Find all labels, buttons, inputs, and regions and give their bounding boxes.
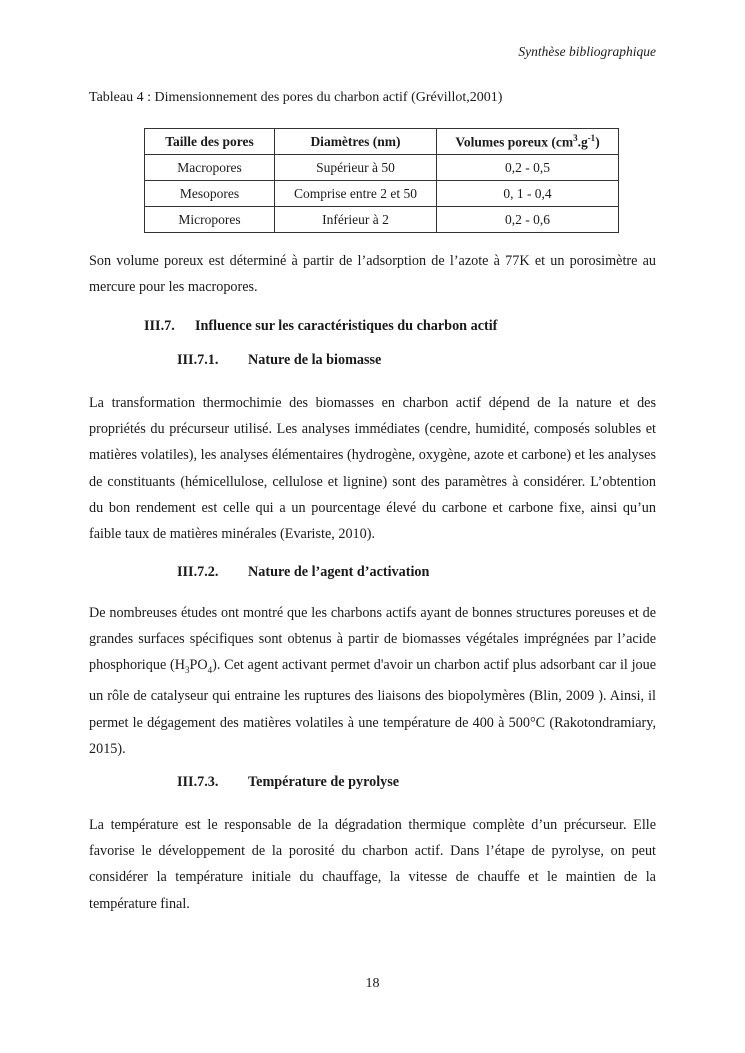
header-diameters: Diamètres (nm) xyxy=(275,129,437,155)
cell-volume: 0,2 - 0,6 xyxy=(437,207,619,233)
pore-size-table xyxy=(144,128,619,233)
running-header: Synthèse bibliographique xyxy=(518,44,656,59)
cell-pore-type: Mesopores xyxy=(145,181,275,207)
heading-number: III.7.3. xyxy=(177,774,219,790)
heading-III-7-3 xyxy=(177,774,399,791)
heading-number: III.7.1. xyxy=(177,352,219,368)
heading-title: Nature de la biomasse xyxy=(248,352,382,368)
heading-number: III.7.2. xyxy=(177,564,219,580)
cell-volume: 0,2 - 0,5 xyxy=(437,155,619,181)
table-caption: Tableau 4 : Dimensionnement des pores du charbon actif (Grévillot,2001) xyxy=(89,90,503,105)
table-row xyxy=(145,181,619,207)
table-header-row xyxy=(145,129,619,155)
cell-pore-type: Macropores xyxy=(145,155,275,181)
cell-pore-type: Micropores xyxy=(145,207,275,233)
header-pore-volume: Volumes poreux $(cm^3.g^{-1})$ xyxy=(437,129,619,155)
paragraph-pore-volume: Son volume poreux est déterminé à partir de l’adsorption de l’azote à 77K et un porosimètre au mercure pour les macropores. xyxy=(89,253,656,296)
table-row xyxy=(145,207,619,233)
paragraph-activation-agent: De nombreuses études ont montré que les charbons actifs ayant de bonnes structures poreuses et de grandes surfaces spécifiques sont obtenus à partir de biomasses végétales imprégnées par l’acide phosphorique $(H_3PO_4)$. Cet agent activant permet d'avoir un charbon actif plus adsorbant car il joue un rôle de catalyseur qui entraine les ruptures des liaisons des biopolymères (Blin, 2009 ). Ainsi, il permet le dégagement des matières volatiles à une température de 400 à 500°C (Rakotondramiary, 2015). xyxy=(89,605,656,757)
page-number: 18 xyxy=(365,976,380,991)
paragraph-pyrolysis-temperature: La température est le responsable de la dégradation thermique complète d’un précurseur. Elle favorise le développement de la porosité du charbon actif. Dans l’étape de pyrolyse, on peut considérer la température initiale du chauffage, la vitesse de chauffe et le maintien de la température final. xyxy=(89,817,656,912)
heading-title: Température de pyrolyse xyxy=(248,774,400,790)
heading-title: Influence sur les caractéristiques du charbon actif xyxy=(195,318,498,334)
heading-III-7-1 xyxy=(177,352,381,369)
cell-diameter: Inférieur à 2 xyxy=(275,207,437,233)
table-row xyxy=(145,155,619,181)
header-pore-size: Taille des pores xyxy=(145,129,275,155)
heading-III-7-2 xyxy=(177,564,429,581)
heading-III-7 xyxy=(144,318,497,335)
paragraph-biomass: La transformation thermochimie des biomasses en charbon actif dépend de la nature et des propriétés du précurseur utilisé. Les analyses immédiates (cendre, humidité, composés solubles et matières volatiles), les analyses élémentaires (hydrogène, oxygène, azote et carbone) et les analyses de constituants (hémicellulose, cellulose et lignine) sont des paramètres à considérer. L’obtention du bon rendement est celle qui a un pourcentage élevé du carbone et carbone fixe, ainsi qu’un faible taux de matières minérales (Evariste, 2010). xyxy=(89,395,656,543)
cell-diameter: Supérieur à 50 xyxy=(275,155,437,181)
heading-number: III.7. xyxy=(144,318,175,334)
cell-volume: 0, 1 - 0,4 xyxy=(437,181,619,207)
cell-diameter: Comprise entre 2 et 50 xyxy=(275,181,437,207)
heading-title: Nature de l’agent d’activation xyxy=(248,564,430,580)
